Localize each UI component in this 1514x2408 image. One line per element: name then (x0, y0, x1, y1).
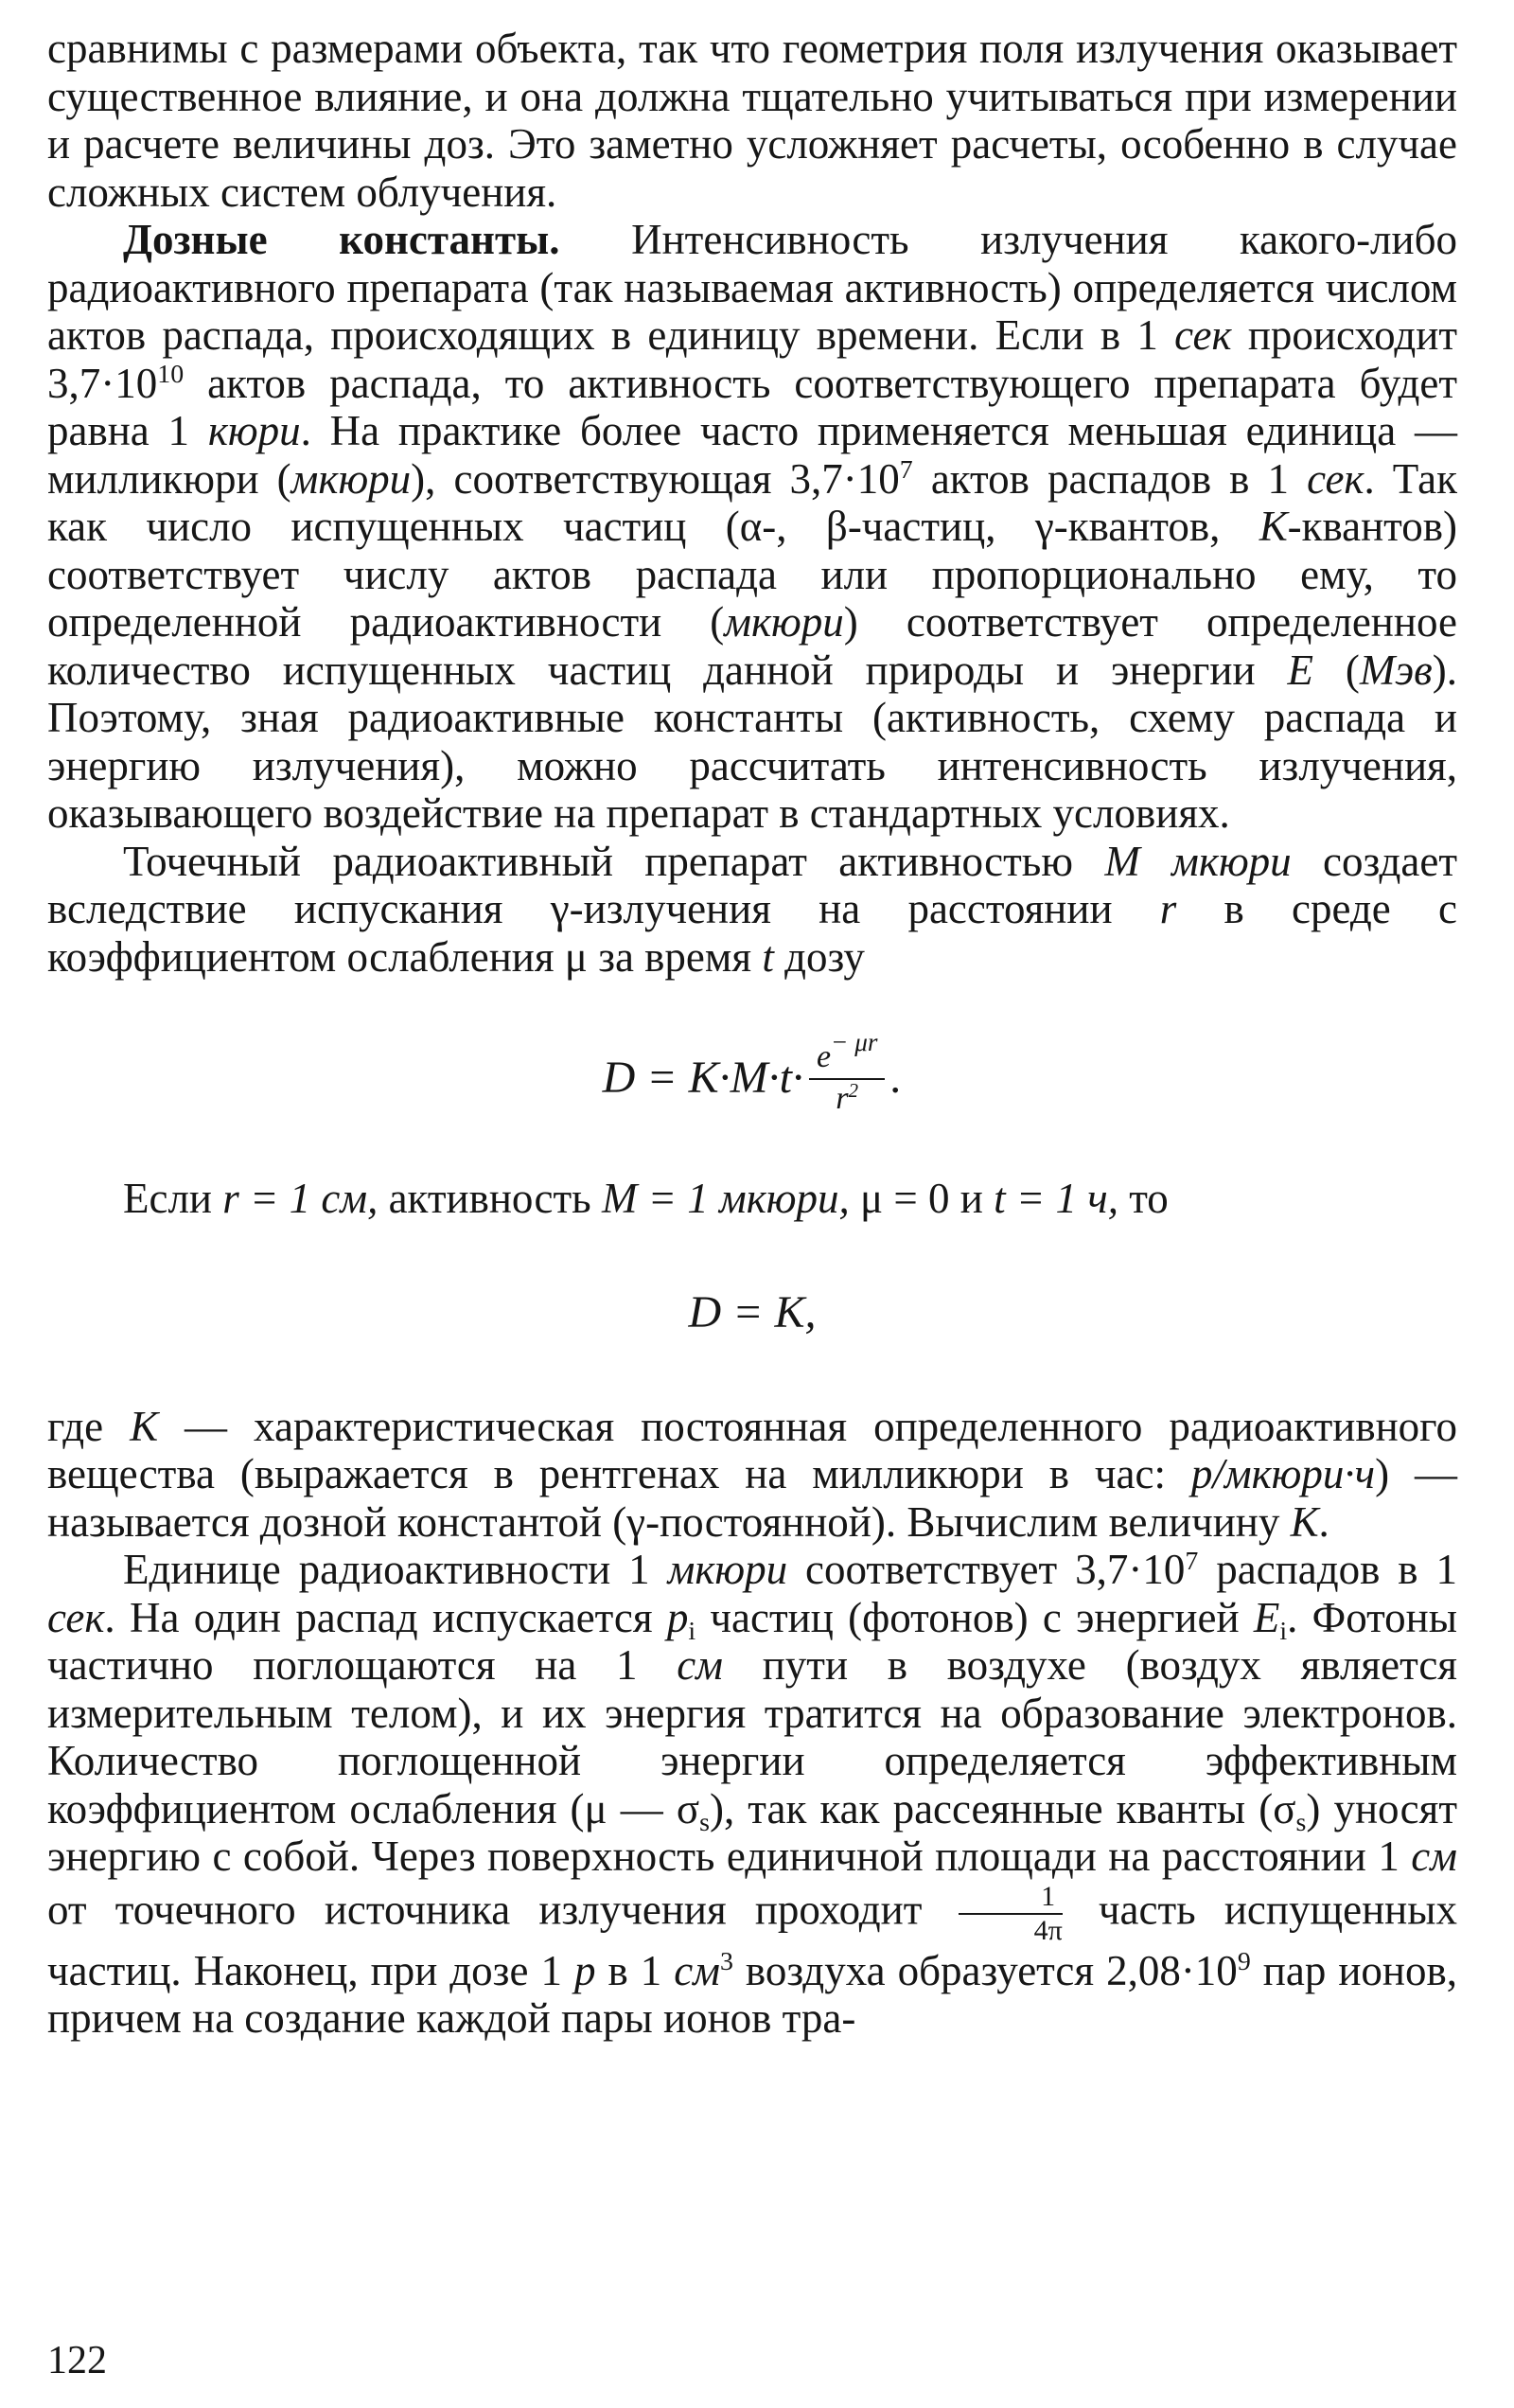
run-in-heading: Дозные константы. (123, 216, 560, 263)
fraction-numerator: $e^{- \mu r}$ (809, 1038, 885, 1080)
paragraph-continuation (47, 25, 1457, 216)
fraction (809, 1028, 885, 1118)
paragraph-k-calculation: Единице радиоактивности 1 мкюри соответствует $3,7\cdot 10^7$ распадов в 1 сек. На один распад испускается $p_i$ частиц (фотонов) с энергией $E_i$. Фотоны частично поглощаются на 1 см пути в воздухе (воздух является измерительным телом), и их энергия тратится на образование электронов. Количество поглощенной энергии определяется эффективным коэффициентом ослабления (μ — $\sigma_s$), так как рассеянные кванты $(\sigma_s)$ уносят энергию с собой. Через поверхность единичной площади на расстоянии 1 см от точечного источника излучения проходит $\frac{1}{4\pi}$ часть испущенных частиц. Наконец, при дозе 1 р в 1 $см^3$ воздуха образуется $2,08\cdot 10^9$ пар ионов, причем на создание каждой пары ионов тра- (47, 1546, 1458, 2042)
fraction-denominator: $r^2$ (836, 1078, 859, 1116)
inline-fraction: $\frac{1}{4\pi}$ (959, 1881, 1063, 1947)
paragraph-k-definition: где К — характеристическая постоянная определенного радиоактивного вещества (выражается в рентгенах на милликюри в час: р/мкюри·ч) — называется дозной константой (γ-постоянной). Вычислим величину К. (47, 1402, 1457, 1546)
dose-equals-k-formula: D = K, (688, 1287, 817, 1337)
paragraph-text: сравнимы с размерами объекта, так что геометрия поля излучения оказывает существенное влияние, и она должна тщательно учитываться при измерении и расчете величины доз. Это заметно усложняет расчеты, особенно в случае сложных систем облучения. (47, 25, 1457, 216)
dose-formula: D = K·M·t· $\frac{e^{- \mu r}}{r^2}$ . (602, 1028, 903, 1116)
paragraph-point-source: Точечный радиоактивный препарат активностью M мкюри создает вследствие испускания γ-излучения на расстоянии r в среде с коэффициентом ослабления μ за время t дозу (47, 837, 1457, 981)
page-number: 122 (47, 2339, 107, 2382)
paragraph-dose-constants: Дозные константы. Интенсивность излучения какого-либо радиоактивного препарата (так называемая активность) определяется числом актов распада, происходящих в единицу времени. Если в 1 сек происходит $3,7\cdot 10^{10}$ актов распада, то активность соответствующего препарата будет равна 1 кюри. На практике более часто применяется меньшая единица — милликюри (мкюри), соответствующая $3,7\cdot 10^7$ актов распадов в 1 сек. Так как число испущенных частиц (α-, β-частиц, γ-квантов, К-квантов) соответствует числу актов распада или пропорционально ему, то определенной радиоактивности (мкюри) соответствует определенное количество испущенных частиц данной природы и энергии E (Мэв). Поэтому, зная радиоактивные константы (активность, схему распада и энергию излучения), можно рассчитать интенсивность излучения, оказывающего воздействие на препарат в стандартных условиях. (47, 216, 1457, 837)
paragraph-conditions: Если r = 1 см, активность M = 1 мкюри, μ = 0 и t = 1 ч, то (123, 1175, 1169, 1222)
